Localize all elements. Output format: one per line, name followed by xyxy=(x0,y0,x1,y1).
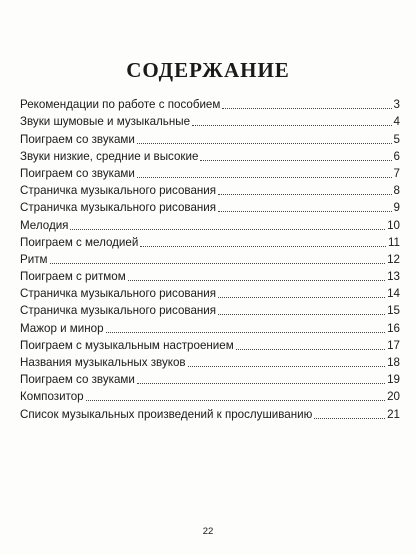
toc-entry xyxy=(20,198,400,215)
toc-entry xyxy=(20,147,400,164)
toc-entry-page: 14 xyxy=(387,287,400,301)
toc-entry-label: Рекомендации по работе с пособием xyxy=(20,98,221,112)
toc-entry-label: Страничка музыкального рисования xyxy=(20,184,217,198)
toc-entry-label: Поиграем со звуками xyxy=(20,373,135,387)
toc-entry xyxy=(20,387,400,404)
toc-entry xyxy=(20,404,400,421)
toc-entry-page: 10 xyxy=(387,218,400,232)
toc-entry-page: 11 xyxy=(387,235,400,249)
toc-entry-label: Поиграем со звуками xyxy=(20,166,135,180)
toc-entry-label: Поиграем с мелодией xyxy=(20,235,139,249)
toc-leader-dots xyxy=(70,229,385,230)
toc-leader-dots xyxy=(128,280,385,281)
toc-leader-dots xyxy=(137,143,392,144)
toc-leader-dots xyxy=(314,418,385,419)
toc-leader-dots xyxy=(50,263,386,264)
toc-entry xyxy=(20,370,400,387)
toc-entry-label: Композитор xyxy=(20,390,84,404)
toc-entry-label: Ритм xyxy=(20,252,48,266)
toc-leader-dots xyxy=(218,297,385,298)
toc-entry-label: Страничка музыкального рисования xyxy=(20,201,217,215)
toc-entry-page: 19 xyxy=(387,373,400,387)
toc-entry-page: 3 xyxy=(393,98,400,112)
toc-leader-dots xyxy=(218,194,392,195)
toc-leader-dots xyxy=(192,125,392,126)
toc-entry-page: 17 xyxy=(387,338,400,352)
toc-entry-page: 16 xyxy=(387,321,400,335)
toc-entry-page: 6 xyxy=(393,149,400,163)
toc-leader-dots xyxy=(222,108,391,109)
toc-entry-page: 12 xyxy=(387,252,400,266)
toc-entry-label: Звуки низкие, средние и высокие xyxy=(20,149,199,163)
toc-entry xyxy=(20,267,400,284)
toc-entry-page: 7 xyxy=(393,166,400,180)
toc-entry-page: 15 xyxy=(387,304,400,318)
toc-entry-label: Поиграем с музыкальным настроением xyxy=(20,338,234,352)
toc-entry-page: 8 xyxy=(393,184,400,198)
page-title: СОДЕРЖАНИЕ xyxy=(126,58,290,82)
toc-entry xyxy=(20,95,400,112)
toc-entry xyxy=(20,318,400,335)
toc-entry-label: Мелодия xyxy=(20,218,69,232)
toc-leader-dots xyxy=(137,177,392,178)
toc-leader-dots xyxy=(137,383,385,384)
toc-entry-label: Поиграем с ритмом xyxy=(20,270,126,284)
toc-entry-page: 9 xyxy=(393,201,400,215)
toc-leader-dots xyxy=(200,160,391,161)
toc-entry-page: 18 xyxy=(387,356,400,369)
toc-entry xyxy=(20,284,400,301)
toc-leader-dots xyxy=(188,366,386,367)
toc-leader-dots xyxy=(106,332,386,333)
toc-entry-page: 4 xyxy=(393,115,400,129)
toc-entry xyxy=(20,112,400,129)
toc-entry-label: Названия музыкальных звуков xyxy=(20,356,186,369)
toc-entry-label: Поиграем со звуками xyxy=(20,132,135,146)
toc-entry xyxy=(20,336,400,353)
toc-entry-page: 13 xyxy=(387,270,400,284)
toc-entry-label: Страничка музыкального рисования xyxy=(20,304,217,318)
toc-entry xyxy=(20,301,400,318)
toc-leader-dots xyxy=(218,314,385,315)
toc-entry xyxy=(20,215,400,232)
toc-entry xyxy=(20,181,400,198)
toc-entry-page: 21 xyxy=(387,407,400,421)
toc-entry-label: Список музыкальных произведений к прослушиванию xyxy=(20,407,313,421)
toc-entry xyxy=(20,233,400,250)
toc-entry xyxy=(20,129,400,146)
toc-entry-label: Страничка музыкального рисования xyxy=(20,287,217,301)
toc-leader-dots xyxy=(236,349,385,350)
toc-leader-dots xyxy=(140,246,386,247)
toc-entry xyxy=(20,164,400,181)
toc-entry xyxy=(20,353,400,370)
toc-leader-dots xyxy=(218,211,392,212)
toc-entry-page: 5 xyxy=(393,132,400,146)
table-of-contents xyxy=(20,95,400,422)
toc-entry xyxy=(20,250,400,267)
toc-entry-label: Мажор и минор xyxy=(20,321,104,335)
toc-entry-label: Звуки шумовые и музыкальные xyxy=(20,115,191,129)
toc-leader-dots xyxy=(86,400,385,401)
toc-entry-page: 20 xyxy=(387,390,400,404)
page-number: 22 xyxy=(202,526,214,537)
